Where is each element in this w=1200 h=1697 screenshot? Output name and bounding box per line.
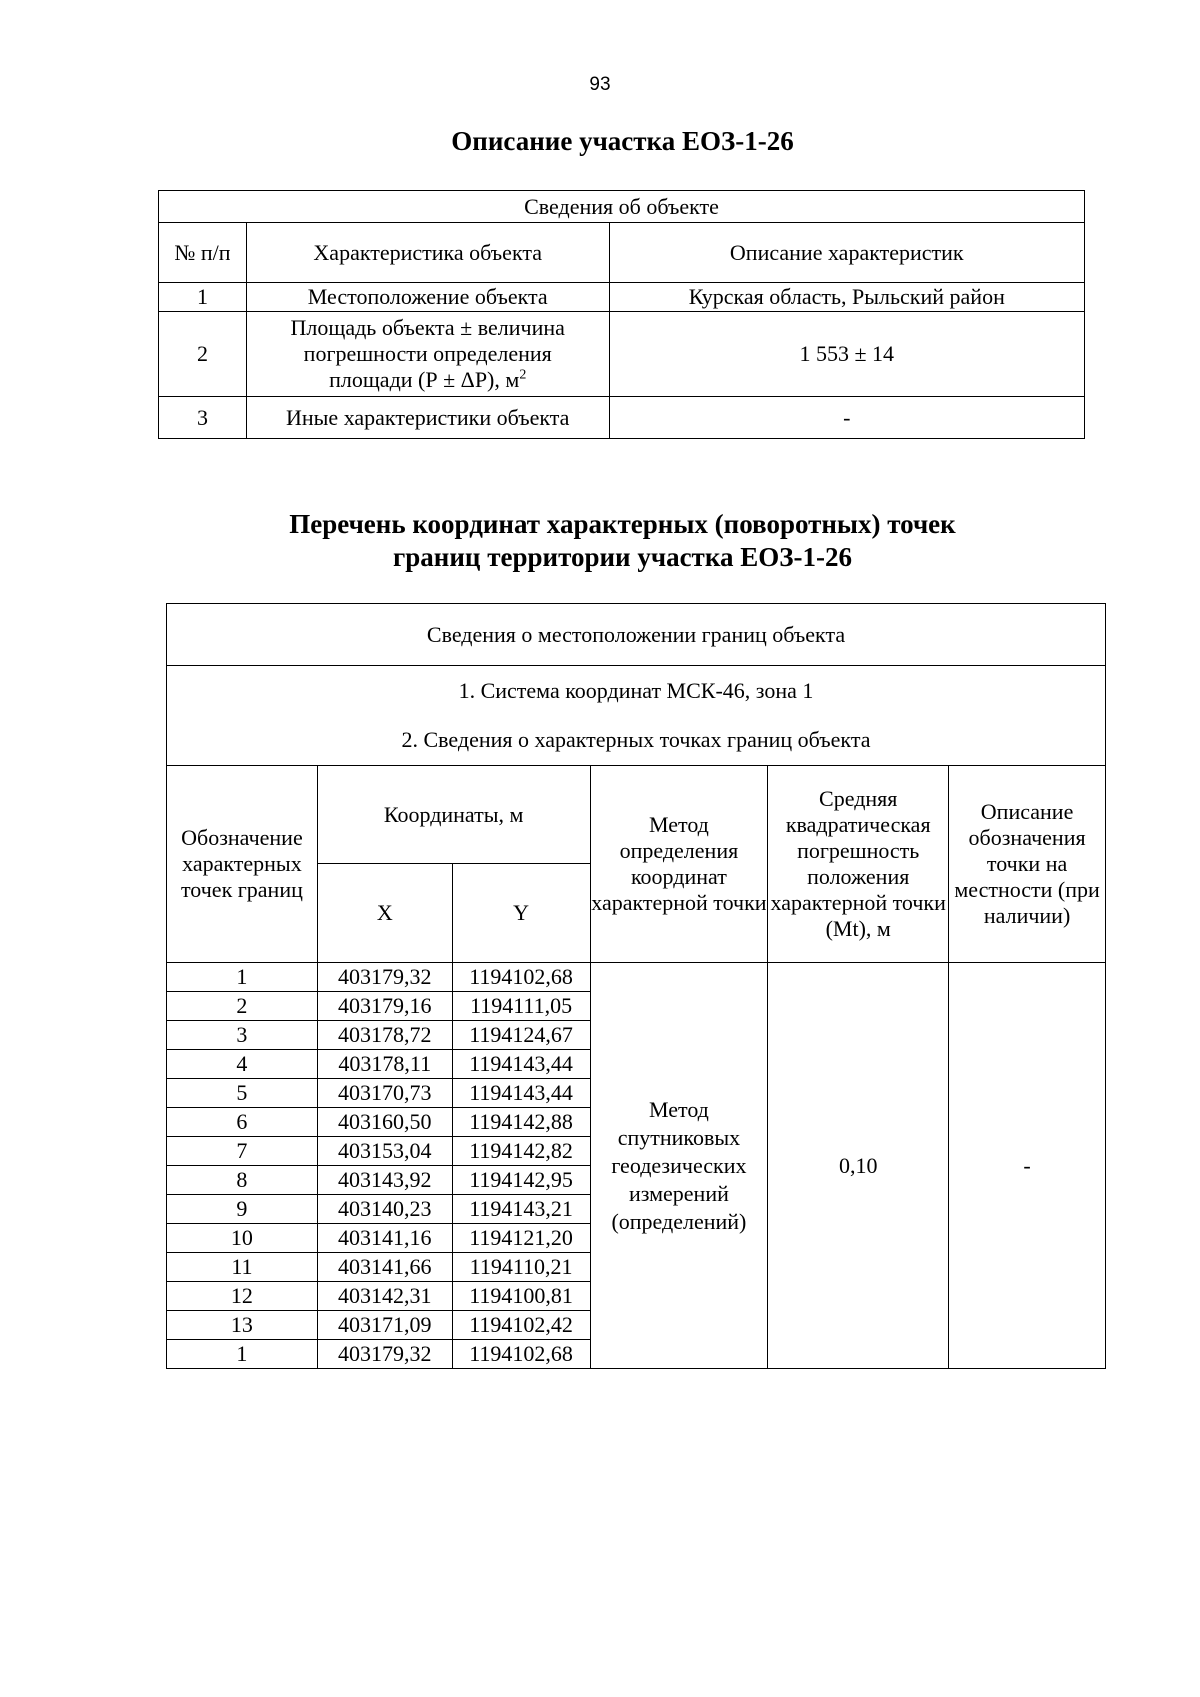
column-header-num: № п/п: [159, 223, 247, 283]
object-info-table: [158, 190, 1085, 439]
coord-x: 403179,16: [317, 992, 452, 1021]
point-label: 10: [167, 1224, 318, 1253]
coord-x: 403160,50: [317, 1108, 452, 1137]
column-header-method: Метод определения координат характерной точки: [590, 766, 768, 963]
coord-y: 1194102,68: [452, 1340, 590, 1369]
coord-y: 1194102,42: [452, 1311, 590, 1340]
coord-x: 403171,09: [317, 1311, 452, 1340]
coordinates-title-line: Перечень координат характерных (поворотных) точек: [289, 509, 956, 539]
characteristic-text: площади (Р ± ΔР), м: [329, 367, 520, 392]
coord-x: 403178,72: [317, 1021, 452, 1050]
coord-y: 1194102,68: [452, 963, 590, 992]
point-label: 12: [167, 1282, 318, 1311]
coord-x: 403178,11: [317, 1050, 452, 1079]
row-characteristic: Местоположение объекта: [246, 283, 609, 312]
points-info-header: 2. Сведения о характерных точках границ объекта: [167, 716, 1106, 766]
coord-y: 1194142,82: [452, 1137, 590, 1166]
coord-table-header: Сведения о местоположении границ объекта: [167, 604, 1106, 666]
table-row: [167, 963, 1106, 992]
row-characteristic: Иные характеристики объекта: [246, 397, 609, 439]
row-description: Курская область, Рыльский район: [609, 283, 1084, 312]
section-title: Описание участка ЕОЗ-1-26: [451, 126, 794, 156]
coord-y: 1194143,44: [452, 1050, 590, 1079]
column-header-point: Обозначение характерных точек границ: [167, 766, 318, 963]
column-header-point-description: Описание обозначения точки на местности (при наличии): [949, 766, 1106, 963]
coord-y: 1194143,21: [452, 1195, 590, 1224]
coord-y: 1194100,81: [452, 1282, 590, 1311]
coord-y: 1194110,21: [452, 1253, 590, 1282]
method-value: Метод спутниковых геодезических измерений (определений): [590, 963, 768, 1369]
coord-x: 403142,31: [317, 1282, 452, 1311]
characteristic-line: [247, 367, 609, 393]
row-num: 3: [159, 397, 247, 439]
superscript: 2: [519, 367, 527, 383]
coord-y: 1194124,67: [452, 1021, 590, 1050]
point-description-value: -: [949, 963, 1106, 1369]
error-value: 0,10: [768, 963, 949, 1369]
coord-x: 403143,92: [317, 1166, 452, 1195]
column-header-characteristic: Характеристика объекта: [246, 223, 609, 283]
table-row: [159, 312, 1085, 397]
column-header-y: Y: [452, 864, 590, 963]
object-table-header: Сведения об объекте: [159, 191, 1085, 223]
row-description: -: [609, 397, 1084, 439]
coord-x: 403141,16: [317, 1224, 452, 1253]
point-label: 4: [167, 1050, 318, 1079]
point-label: 1: [167, 1340, 318, 1369]
column-header-description: Описание характеристик: [609, 223, 1084, 283]
coord-x: 403179,32: [317, 1340, 452, 1369]
point-label: 5: [167, 1079, 318, 1108]
table-row: [159, 397, 1085, 439]
point-label: 7: [167, 1137, 318, 1166]
column-header-coordinates: Координаты, м: [317, 766, 590, 864]
coord-y: 1194142,95: [452, 1166, 590, 1195]
coord-y: 1194121,20: [452, 1224, 590, 1253]
point-label: 2: [167, 992, 318, 1021]
page-number: 93: [589, 74, 611, 95]
coord-x: 403179,32: [317, 963, 452, 992]
characteristic-line: погрешности определения: [303, 341, 552, 366]
column-header-x: X: [317, 864, 452, 963]
coord-x: 403141,66: [317, 1253, 452, 1282]
column-header-error: Средняя квадратическая погрешность положения характерной точки (Mt), м: [768, 766, 949, 963]
point-label: 9: [167, 1195, 318, 1224]
coord-x: 403153,04: [317, 1137, 452, 1166]
point-label: 8: [167, 1166, 318, 1195]
coordinates-title-line: границ территории участка ЕОЗ-1-26: [393, 542, 852, 572]
row-num: 1: [159, 283, 247, 312]
coordinate-system: 1. Система координат МСК-46, зона 1: [167, 666, 1106, 716]
point-label: 1: [167, 963, 318, 992]
point-label: 13: [167, 1311, 318, 1340]
coord-x: 403170,73: [317, 1079, 452, 1108]
point-label: 11: [167, 1253, 318, 1282]
row-num: 2: [159, 312, 247, 397]
coord-y: 1194111,05: [452, 992, 590, 1021]
point-label: 3: [167, 1021, 318, 1050]
point-label: 6: [167, 1108, 318, 1137]
coordinates-title: [0, 508, 1200, 574]
coord-y: 1194143,44: [452, 1079, 590, 1108]
row-description: 1 553 ± 14: [609, 312, 1084, 397]
coord-y: 1194142,88: [452, 1108, 590, 1137]
row-characteristic: [246, 312, 609, 397]
coordinates-table: [166, 603, 1106, 1369]
coord-x: 403140,23: [317, 1195, 452, 1224]
table-row: [159, 283, 1085, 312]
characteristic-line: Площадь объекта ± величина: [290, 315, 565, 340]
